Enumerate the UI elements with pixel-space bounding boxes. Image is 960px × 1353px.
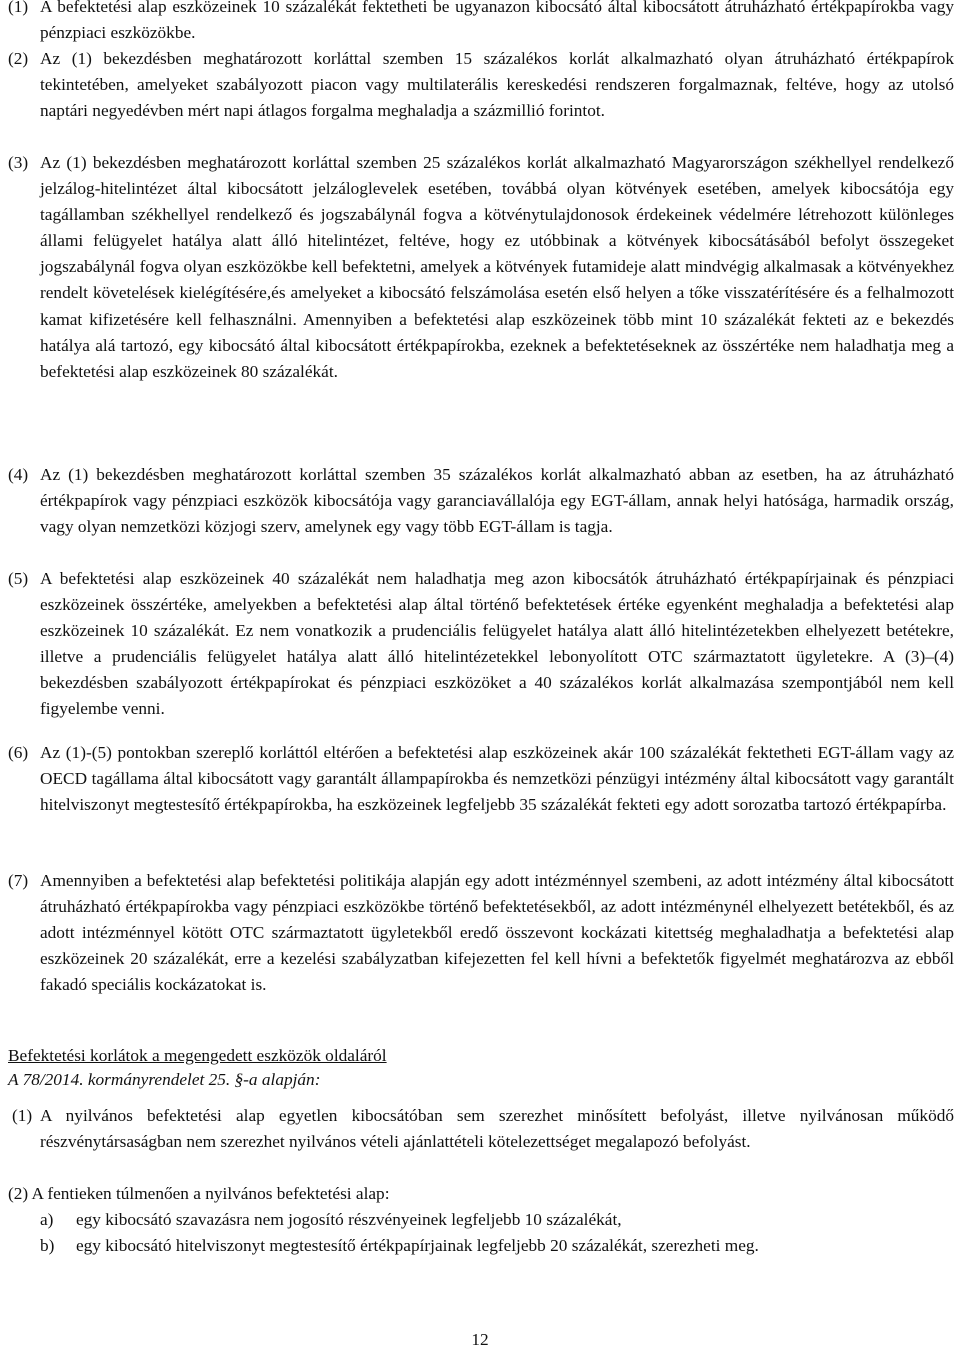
paragraph-number: (2) [8, 49, 29, 68]
paragraph-text: A befektetési alap eszközeinek 10 százalékát fektetheti be ugyanazon kibocsátó által kibocsátott átruházható értékpapírokba vagy pénzpiaci eszközökbe. [40, 0, 954, 43]
paragraph-2 [8, 46, 954, 124]
paragraph-7 [8, 868, 954, 998]
paragraph-number: (5) [8, 569, 29, 588]
paragraph-text: A befektetési alap eszközeinek 40 százalékát nem haladhatja meg azon kibocsátók átruházható értékpapírjainak és pénzpiaci eszközeinek összértéke, amelyekben a befektetési alap által történő befektetések értéke egyenként meghaladja a befektetési alap eszközeinek 10 százalékát. Ez nem vonatkozik a prudenciális felügyelet hatálya alatt álló hitelintézetekben elhelyezett betétekre, illetve a prudenciális felügyelet hatálya alatt álló hitelintézetekkel lebonyolított OTC származtatott ügyletekre. A (3)–(4) bekezdésben szabályozott értékpapírokat és pénzpiaci eszközöket a 40 százalékos korlát alkalmazása szempontjából nem kell figyelembe venni. [40, 569, 954, 719]
list-item-text: egy kibocsátó szavazásra nem jogosító részvényeinek legfeljebb 10 százalékát, [76, 1210, 622, 1229]
paragraph-1 [8, 0, 954, 46]
paragraph-number: (4) [8, 465, 29, 484]
page-number: 12 [471, 1330, 489, 1349]
section-subheading: A 78/2014. kormányrendelet 25. §-a alapján: [8, 1070, 321, 1089]
paragraph-text: Az (1) bekezdésben meghatározott korláttal szemben 25 százalékos korlát alkalmazható Magyarországon székhellyel rendelkező jelzálog-hitelintézet által kibocsátott jelzáloglevelek esetében, továbbá olyan kötvények esetében, amelyek kibocsátója egy tagállamban székhellyel rendelkező és jogszabálynál fogva a kötvénytulajdonosok érdekeinek védelmére létrehozott különleges állami felügyelet hatálya alatt álló hitelintézet, feltéve, hogy ez utóbbinak a kötvények kibocsátásából befolyt összegeket jogszabálynál fogva olyan eszközökbe kell befektetni, amelyek a kötvények futamideje alatt mindvégig alkalmasak a kötvényekhez rendelt követelések kielégítésére,és amelyeket a kibocsátó felszámolása esetén első helyen a tőke visszatérítésére és a felhalmozott kamat kifizetésére kell felhasználni. Amennyiben a befektetési alap eszközeinek több mint 10 százalékát fekteti az e bekezdés hatálya alá tartozó, egy kibocsátó által kibocsátott értékpapírokba, ezeknek a befektetéseknek az összértéke nem haladhatja meg a befektetési alap eszközeinek 80 százalékát. [40, 153, 954, 381]
paragraph-text: Az (1) bekezdésben meghatározott korláttal szemben 15 százalékos korlát alkalmazható olyan átruházható értékpapírok tekintetében, amelyeket szabályozott piacon vagy multilaterális kereskedési rendszeren forgalmaznak, feltéve, hogy az utolsó naptári negyedévben mért napi átlagos forgalma meghaladja a százmillió forintot. [40, 49, 954, 121]
paragraph-text: (2) A fentieken túlmenően a nyilvános befektetési alap: [8, 1184, 390, 1203]
paragraph-number: (7) [8, 871, 29, 890]
paragraph-number: (3) [8, 153, 29, 172]
paragraph-number: (1) [8, 0, 29, 16]
paragraph-3 [8, 150, 954, 385]
list-item-text: egy kibocsátó hitelviszonyt megtestesítő értékpapírjainak legfeljebb 20 százalékát, szerezheti meg. [76, 1236, 759, 1255]
paragraph-5 [8, 566, 954, 723]
paragraph-number: (6) [8, 743, 29, 762]
paragraph-4 [8, 462, 954, 540]
paragraph-text: Az (1) bekezdésben meghatározott korláttal szemben 35 százalékos korlát alkalmazható abban az esetben, ha az átruházható értékpapírok vagy pénzpiaci eszközök kibocsátója vagy garanciavállalója egy EGT-állam, annak helyi hatósága, harmadik ország, vagy olyan nemzetközi közjogi szerv, amelynek egy vagy több EGT-állam is tagja. [40, 465, 954, 537]
paragraph-text: Az (1)-(5) pontokban szereplő korláttól eltérően a befektetési alap eszközeinek akár 100 százalékát fektetheti EGT-állam vagy az OECD tagállama által kibocsátott vagy garantált állampapírokba és nemzetközi pénzügyi intézmény által kibocsátott vagy garantált hitelviszonyt megtestesítő értékpapírokba, ha eszközeinek legfeljebb 35 százalékát fekteti egy adott sorozatba tartozó értékpapírba. [40, 743, 954, 815]
paragraph-text: A nyilvános befektetési alap egyetlen kibocsátóban sem szerezhet minősített befolyást, illetve nyilvánosan működő részvénytársaságban nem szerezhet nyilvános vételi ajánlattételi kötelezettséget megalapozó befolyást. [40, 1106, 954, 1152]
list-item [40, 1233, 954, 1259]
section-paragraph-2 [8, 1181, 954, 1207]
paragraph-6 [8, 740, 954, 818]
list-item-label: b) [40, 1236, 55, 1255]
list-item-label: a) [40, 1210, 54, 1229]
list-item [40, 1207, 954, 1233]
section-paragraph-1 [12, 1103, 954, 1155]
paragraph-number: (1) [12, 1106, 33, 1125]
paragraph-text: Amennyiben a befektetési alap befektetési politikája alapján egy adott intézménnyel szembeni, az adott intézmény által kibocsátott átruházható értékpapírokba vagy pénzpiaci eszközökbe történő befektetésekből, az adott intézménynél elhelyezett betétekből, és az adott intézménnyel kötött OTC származtatott ügyletekből eredő összevont kockázati kitettség meghaladhatja a befektetési alap eszközeinek 20 százalékát, erre a kezelési szabályzatban kifejezetten fel kell hívni a befektetők figyelmét meghatározva az ebből fakadó speciális kockázatokat is. [40, 871, 954, 995]
section-heading: Befektetési korlátok a megengedett eszközök oldaláról [8, 1046, 387, 1065]
